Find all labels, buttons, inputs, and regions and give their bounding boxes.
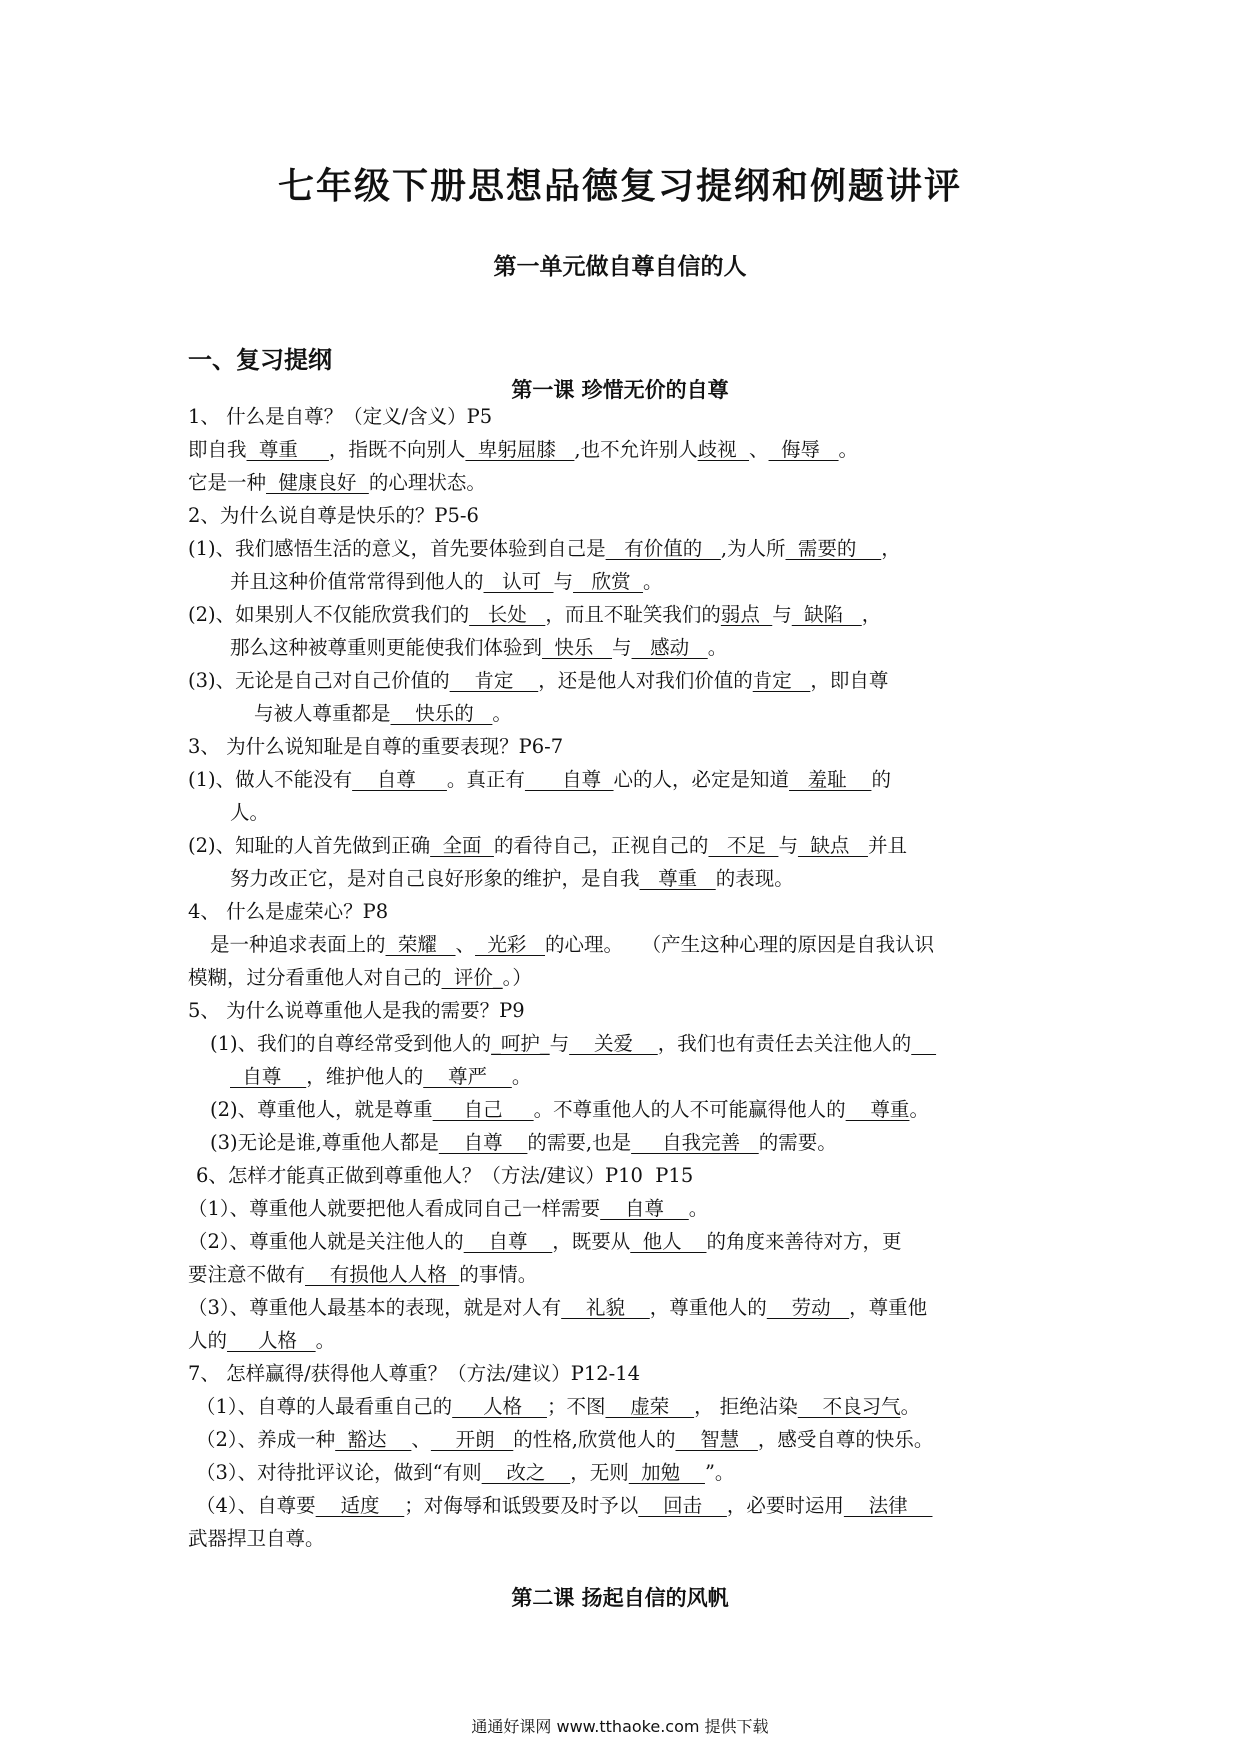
outline-text: 那么这种被尊重则更能使我们体验到 (230, 636, 543, 659)
outline-line (188, 833, 907, 859)
fill-in-answer: 关爱 (569, 1032, 658, 1055)
outline-text: 、 (749, 438, 769, 461)
outline-text: 并且 (867, 834, 907, 857)
outline-line (188, 1526, 325, 1552)
outline-text: ；对侮辱和诋毁要及时予以 (404, 1494, 639, 1517)
outline-text: 4、 什么是虚荣心？P8 (188, 900, 389, 923)
outline-text: 。 (492, 702, 512, 725)
outline-text: ，而且不耻笑我们的 (545, 603, 721, 626)
outline-text: 、 (411, 1428, 431, 1451)
outline-text: 。真正有 (446, 768, 525, 791)
outline-text: 的需要,也是 (527, 1131, 632, 1154)
outline-text: ，尊重他人的 (649, 1296, 767, 1319)
fill-in-answer: 豁达 (335, 1428, 412, 1451)
outline-text: 5、 为什么说尊重他人是我的需要？P9 (188, 999, 525, 1022)
outline-text: 努力改正它，是对自己良好形象的维护，是自我 (230, 867, 640, 890)
outline-line (188, 602, 881, 628)
outline-text: 人的 (188, 1329, 228, 1352)
outline-text: 的需要。 (758, 1131, 837, 1154)
outline-text: （1）、尊重他人就要把他人看成同自己一样需要 (188, 1197, 601, 1220)
page-footer: 通通好课网 www.tthaoke.com 提供下载 (471, 1717, 769, 1736)
outline-text: 3、 为什么说知耻是自尊的重要表现？P6-7 (188, 735, 564, 758)
outline-text: (3)无论是谁,尊重他人都是 (210, 1131, 439, 1154)
outline-text: ，感受自尊的快乐。 (757, 1428, 934, 1451)
outline-text: 1、 什么是自尊？（定义/含义）P5 (188, 405, 493, 428)
outline-text: ，必要时运用 (726, 1494, 844, 1517)
fill-in-answer: 尊严 (423, 1065, 512, 1088)
outline-text: 。 (909, 1098, 929, 1121)
outline-text: （1）、自尊的人最看重自己的 (196, 1395, 453, 1418)
outline-text: 与被人尊重都是 (254, 702, 391, 725)
outline-text: 的看待自己，正视自己的 (493, 834, 709, 857)
outline-text: 并且这种价值常常得到他人的 (230, 570, 484, 593)
fill-in-answer: 法律 (843, 1494, 933, 1517)
fill-in-answer: 自尊 (600, 1197, 689, 1220)
outline-text: 的事情。 (459, 1263, 538, 1286)
outline-line (196, 1493, 932, 1519)
outline-text: 的心理。 （产生这种心理的原因是自我认识 (545, 933, 935, 956)
outline-text: 。 (838, 438, 859, 461)
outline-text: 6、怎样才能真正做到尊重他人？（方法/建议）P10 P15 (196, 1164, 694, 1187)
outline-text: 模糊，过分看重他人对自己的 (188, 966, 442, 989)
outline-line (196, 1427, 933, 1453)
fill-in-answer: 缺点 (797, 834, 868, 857)
fill-in-answer: 自尊 (230, 1065, 307, 1088)
fill-in-answer: 欣赏 (573, 570, 644, 593)
outline-text: （3）、对待批评议论，做到“有则 (196, 1461, 482, 1484)
outline-line (188, 767, 891, 793)
outline-text: (2)、知耻的人首先做到正确 (188, 834, 431, 857)
outline-text: （3）、尊重他人最基本的表现，就是对人有 (188, 1296, 562, 1319)
outline-text: ， (861, 603, 882, 626)
outline-line (210, 1031, 936, 1057)
outline-line (196, 1460, 734, 1486)
fill-in-answer: 有价值的 (605, 537, 721, 560)
outline-text: ，既要从 (552, 1230, 631, 1253)
outline-line (188, 1196, 708, 1222)
fill-in-answer: 自尊 (463, 1230, 553, 1253)
fill-in-answer: 卑躬屈膝 (465, 438, 575, 461)
outline-text: 。 (900, 1395, 921, 1418)
outline-line (188, 437, 858, 463)
outline-text: 是一种追求表面上的 (210, 933, 386, 956)
outline-text: 武器捍卫自尊。 (188, 1527, 325, 1550)
fill-in-answer: 回击 (638, 1494, 727, 1517)
outline-text: ，即自尊 (810, 669, 889, 692)
outline-text: （4）、自尊要 (196, 1494, 316, 1517)
outline-line (188, 503, 479, 529)
fill-in-answer: 全面 (430, 834, 494, 857)
fill-in-answer: 感动 (631, 636, 708, 659)
outline-line (230, 1064, 531, 1090)
outline-text: 与 (553, 570, 574, 593)
fill-in-answer: 劳动 (766, 1296, 850, 1319)
fill-in-answer: 自己 (432, 1098, 534, 1121)
fill-in-answer: 他人 (630, 1230, 707, 1253)
fill-in-answer: 有损他人人格 (305, 1263, 460, 1286)
unit-heading: 第一单元做自尊自信的人 (493, 253, 747, 280)
fill-in-answer: 快乐 (542, 636, 613, 659)
outline-text: 与 (772, 603, 792, 626)
fill-in-answer: 改之 (481, 1461, 571, 1484)
outline-text: （2）、尊重他人就是关注他人的 (188, 1230, 464, 1253)
fill-in-answer: 缺陷 (791, 603, 862, 626)
fill-in-answer: 快乐的 (390, 702, 493, 725)
outline-line (188, 965, 532, 991)
outline-text: (2)、尊重他人，就是尊重 (210, 1098, 433, 1121)
fill-in-answer: 自尊 (352, 768, 447, 791)
outline-text: 的心理状态。 (368, 471, 486, 494)
fill-in-answer: 认可 (483, 570, 554, 593)
fill-in-answer: 人格 (227, 1329, 316, 1352)
outline-text: 与 (612, 636, 632, 659)
outline-text: 与 (778, 834, 798, 857)
outline-line (188, 734, 563, 760)
fill-in-answer: 健康良好 (266, 471, 369, 494)
outline-text: 。 (643, 570, 663, 593)
outline-text: 。 (707, 636, 728, 659)
outline-text: ， 拒绝沾染 (694, 1395, 798, 1418)
fill-in-answer: 人格 (452, 1395, 547, 1418)
outline-line (196, 1394, 920, 1420)
fill-in-answer: 光彩 (475, 933, 546, 956)
outline-text: 。不尊重他人的人不可能赢得他人的 (533, 1098, 846, 1121)
outline-text: (3)、无论是自己对自己价值的 (188, 669, 450, 692)
document-title: 七年级下册思想品德复习提纲和例题讲评 (277, 165, 962, 207)
outline-line (210, 932, 934, 958)
section-heading: 一、复习提纲 (188, 345, 332, 374)
outline-text: ,为人所 (720, 537, 786, 560)
outline-line (188, 1229, 902, 1255)
outline-text: (1)、我们的自尊经常受到他人的 (210, 1032, 492, 1055)
outline-text: ，还是他人对我们价值的 (538, 669, 753, 692)
outline-line (210, 1130, 837, 1156)
fill-in-answer: 歧视 (697, 438, 750, 461)
fill-in-answer: 羞耻 (789, 768, 872, 791)
outline-line (188, 1295, 927, 1321)
outline-line (188, 1361, 640, 1387)
outline-text: 7、 怎样赢得/获得他人尊重？（方法/建议）P12-14 (188, 1362, 641, 1385)
fill-in-answer: 自尊 (524, 768, 614, 791)
lesson-1-heading: 第一课 珍惜无价的自尊 (511, 377, 729, 402)
outline-line (188, 404, 492, 430)
outline-line (188, 668, 888, 694)
fill-in-answer: 需要的 (785, 537, 882, 560)
outline-text: ，尊重他 (849, 1296, 928, 1319)
fill-in-answer: 加勉 (628, 1461, 705, 1484)
fill-in-answer: 弱点 (720, 603, 773, 626)
outline-line (230, 569, 663, 595)
fill-in-answer: 尊重 (845, 1098, 910, 1121)
fill-in-answer: 开朗 (430, 1428, 514, 1451)
outline-text: 的 (871, 768, 891, 791)
outline-text: 即自我 (188, 438, 247, 461)
fill-in-answer: 肯定 (752, 669, 811, 692)
outline-text: (2)、如果别人不仅能欣赏我们的 (188, 603, 470, 626)
outline-text: ；不图 (546, 1395, 606, 1418)
fill-in-answer: 礼貌 (561, 1296, 650, 1319)
fill-in-answer: 适度 (315, 1494, 405, 1517)
outline-text: 心的人，必定是知道 (613, 768, 790, 791)
outline-text: 。 (315, 1329, 336, 1352)
outline-line (230, 635, 727, 661)
outline-text: 与 (549, 1032, 570, 1055)
outline-line (188, 536, 901, 562)
fill-in-answer: 荣耀 (385, 933, 456, 956)
fill-in-answer: 虚荣 (605, 1395, 695, 1418)
fill-in-answer: 肯定 (449, 669, 539, 692)
outline-text: 它是一种 (188, 471, 267, 494)
outline-text: 要注意不做有 (188, 1263, 306, 1286)
outline-line (188, 899, 388, 925)
fill-in-answer: 不良习气 (797, 1395, 901, 1418)
outline-line (230, 800, 269, 826)
outline-line (254, 701, 512, 727)
fill-in-answer: 自尊 (438, 1131, 528, 1154)
outline-line (210, 1097, 929, 1123)
outline-text: ，我们也有责任去关注他人的 (657, 1032, 912, 1055)
outline-text: 。 (688, 1197, 709, 1220)
outline-text: (1)、我们感悟生活的意义，首先要体验到自己是 (188, 537, 606, 560)
outline-text: 的表现。 (715, 867, 794, 890)
outline-line (196, 1163, 693, 1189)
fill-in-answer: 尊重 (246, 438, 329, 461)
outline-text: 2、为什么说自尊是快乐的？P5-6 (188, 504, 479, 527)
outline-text: 、 (455, 933, 476, 956)
fill-in-answer: 侮辱 (768, 438, 839, 461)
outline-text: 。 (511, 1065, 532, 1088)
outline-line (188, 470, 486, 496)
fill-in-answer: 智慧 (675, 1428, 758, 1451)
outline-line (230, 866, 794, 892)
outline-text: 人。 (230, 801, 270, 824)
outline-text: ，维护他人的 (306, 1065, 424, 1088)
fill-in-answer: 尊重 (639, 867, 716, 890)
outline-line (188, 1328, 335, 1354)
outline-text: (1)、做人不能没有 (188, 768, 353, 791)
outline-text: 的性格,欣赏他人的 (513, 1428, 676, 1451)
fill-in-answer (911, 1032, 936, 1055)
fill-in-answer: 长处 (469, 603, 546, 626)
outline-text: ， (881, 537, 901, 560)
fill-in-answer: 不足 (708, 834, 779, 857)
outline-text: （2）、养成一种 (196, 1428, 336, 1451)
fill-in-answer: 评价_ (441, 966, 503, 989)
outline-text: 。） (502, 966, 532, 989)
outline-line (188, 1262, 537, 1288)
outline-text: 的角度来善待对方，更 (706, 1230, 902, 1253)
outline-text: ”。 (704, 1461, 735, 1484)
fill-in-answer: 自我完善 (631, 1131, 759, 1154)
fill-in-answer: _呵护_ (491, 1032, 550, 1055)
outline-text: ,也不允许别人 (574, 438, 698, 461)
lesson-2-heading: 第二课 扬起自信的风帆 (511, 1585, 729, 1610)
outline-text: ，无则 (570, 1461, 629, 1484)
outline-line (188, 998, 525, 1024)
outline-text: ，指既不向别人 (328, 438, 466, 461)
